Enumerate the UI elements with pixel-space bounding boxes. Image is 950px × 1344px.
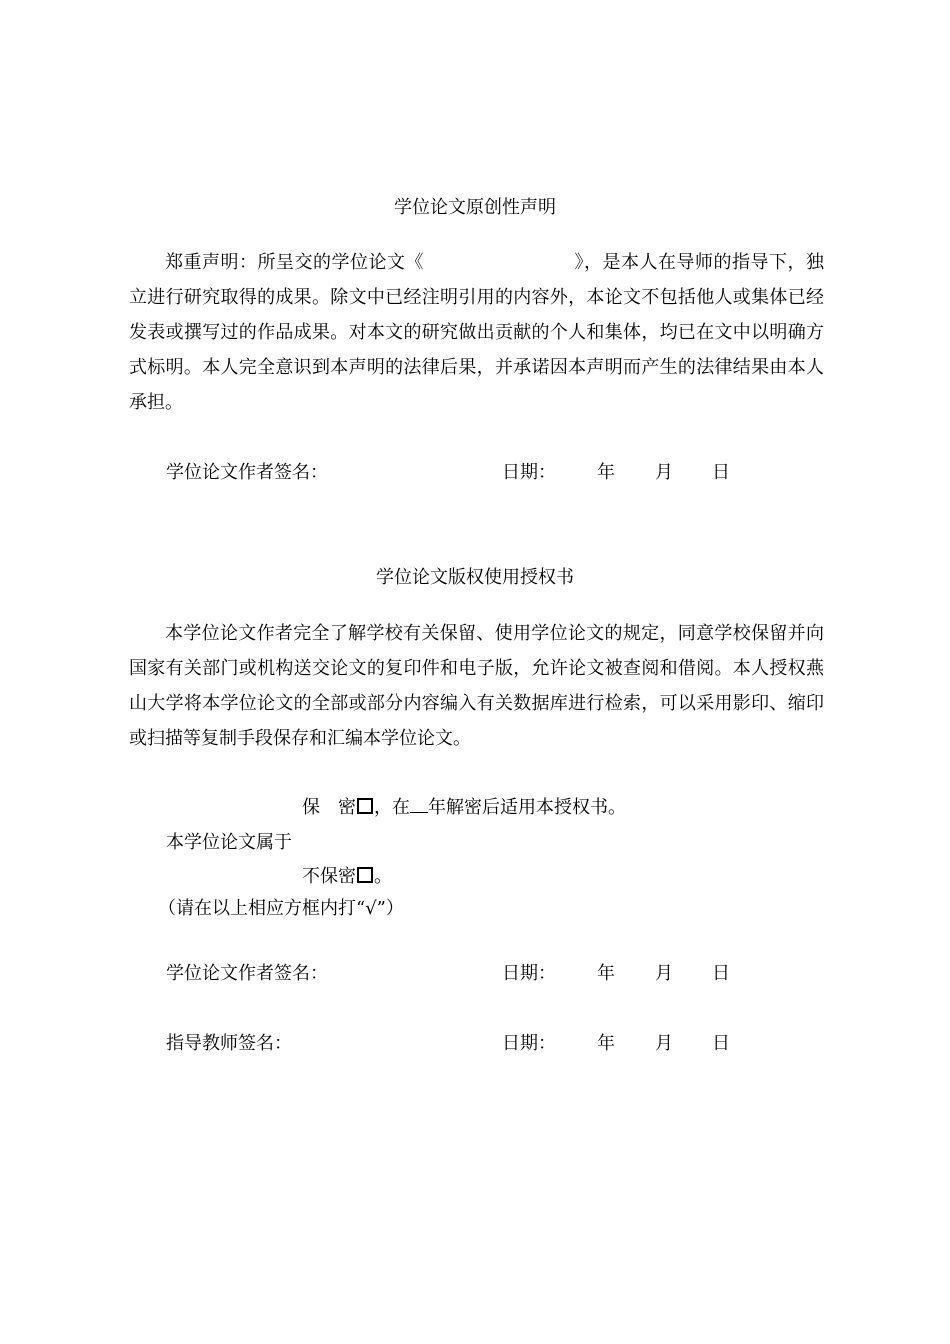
belongs-label: 本学位论文属于 <box>166 832 292 853</box>
originality-author-sign-label: 学位论文作者签名： <box>166 462 328 483</box>
secret-suffix-1: ，在 <box>374 797 410 818</box>
originality-date-month: 月 <box>655 462 673 483</box>
advisor-date-label: 日期： <box>502 1033 556 1054</box>
secret-label: 保 密 <box>302 797 356 818</box>
advisor-date-month: 月 <box>655 1033 673 1054</box>
copyright-author-date-label: 日期： <box>502 963 556 984</box>
copyright-author-sign-label: 学位论文作者签名： <box>166 963 328 984</box>
secret-checkbox[interactable] <box>357 798 373 814</box>
nonsecret-option-line <box>302 864 392 890</box>
nonsecret-checkbox[interactable] <box>357 867 373 883</box>
advisor-date-day: 日 <box>712 1033 730 1054</box>
nonsecret-label: 不保密 <box>302 866 356 887</box>
copyright-author-date-year: 年 <box>597 963 615 984</box>
secret-suffix-2: 年解密后适用本授权书。 <box>428 797 626 818</box>
originality-text-after: 》，是本人在导师的指导下，独立进行研究取得的成果。除文中已经注明引用的内容外，本论文不包括他人或集体已经发表或撰写过的作品成果。对本文的研究做出贡献的个人和集体，均已在文中以明确方式标明。本人完全意识到本声明的法律后果，并承诺因本声明而产生的法律结果由本人承担。 <box>129 252 824 413</box>
copyright-author-date-day: 日 <box>712 963 730 984</box>
copyright-title: 学位论文版权使用授权书 <box>376 567 574 588</box>
advisor-sign-label: 指导教师签名： <box>166 1033 292 1054</box>
checkbox-instruction: （请在以上相应方框内打“√”） <box>158 898 404 919</box>
originality-title: 学位论文原创性声明 <box>394 197 556 218</box>
copyright-author-date-month: 月 <box>655 963 673 984</box>
years-blank[interactable] <box>410 798 428 813</box>
originality-date-year: 年 <box>597 462 615 483</box>
advisor-date-year: 年 <box>597 1033 615 1054</box>
nonsecret-suffix: 。 <box>374 866 392 887</box>
copyright-paragraph: 本学位论文作者完全了解学校有关保留、使用学位论文的规定，同意学校保留并向国家有关部门或机构送交论文的复印件和电子版，允许论文被查阅和借阅。本人授权燕山大学将本学位论文的全部或部分内容编入有关数据库进行检索，可以采用影印、缩印或扫描等复制手段保存和汇编本学位论文。 <box>129 623 824 749</box>
secret-option-line <box>302 795 626 821</box>
originality-date-day: 日 <box>712 462 730 483</box>
originality-text-before: 郑重声明：所呈交的学位论文《 <box>165 252 424 273</box>
originality-date-label: 日期： <box>502 462 556 483</box>
originality-paragraph <box>129 245 824 420</box>
